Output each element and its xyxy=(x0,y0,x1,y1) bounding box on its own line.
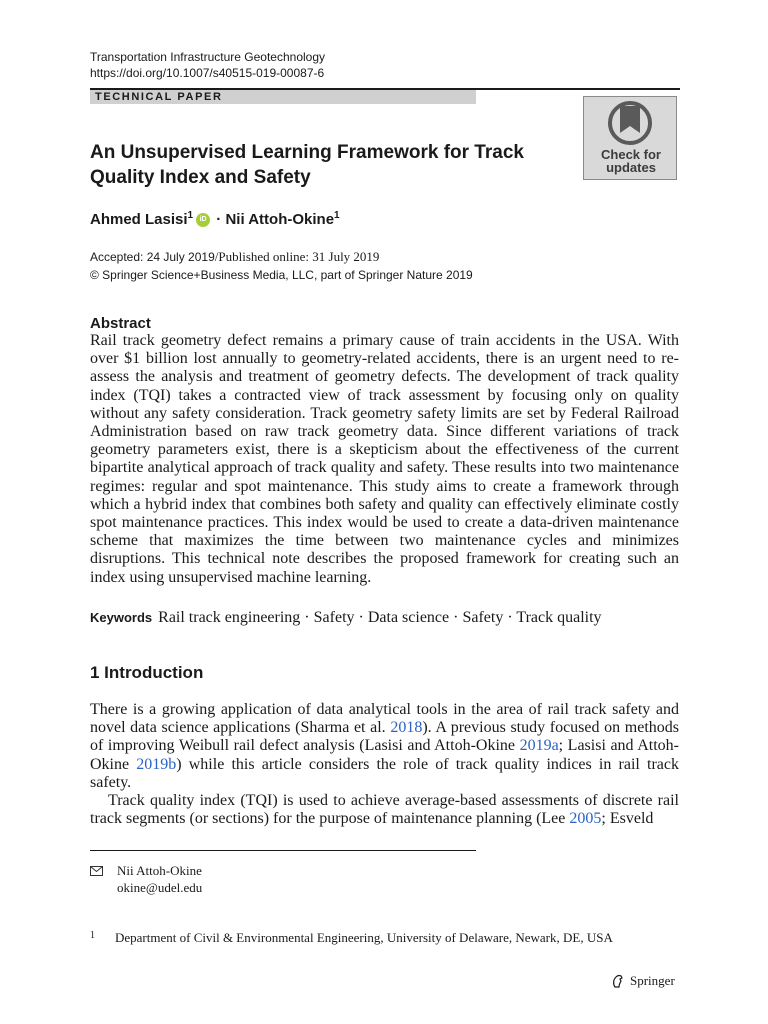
paper-title: An Unsupervised Learning Framework for Track Quality Index and Safety xyxy=(90,142,524,188)
keywords-line xyxy=(90,608,690,628)
journal-name: Transportation Infrastructure Geotechnology xyxy=(90,50,326,64)
paragraph: Track quality index (TQI) is used to achieve average-based assessments of discrete rail track segments (or sections) for the purpose of maintenance planning (Lee 2005; Esveld xyxy=(90,792,679,828)
orcid-icon[interactable]: iD xyxy=(196,213,210,227)
citation-link[interactable]: 2019b xyxy=(136,755,177,773)
author-name: Nii Attoh-Okine xyxy=(225,211,335,228)
citation-link[interactable]: 2005 xyxy=(569,810,602,828)
bookmark-ring-icon xyxy=(606,100,654,146)
accepted-date: Accepted: 24 July 2019 xyxy=(90,250,215,264)
springer-horse-icon xyxy=(610,973,626,989)
article-type-label: TECHNICAL PAPER xyxy=(95,91,223,103)
publication-dates xyxy=(90,250,379,264)
section-heading-introduction: 1 Introduction xyxy=(90,663,204,682)
citation-link[interactable]: 2019a xyxy=(519,737,559,755)
publisher-name: Springer xyxy=(630,973,675,988)
abstract-text: Rail track geometry defect remains a primary cause of train accidents in the USA. With over $1 billion lost annually to geometry-related accidents, there is an urgent need to re-assess the analysis and treatment of geometry defects. The development of track quality index (TQI) takes a contracted view of track assessment by focusing only on quality without any safety consideration. Track geometry safety limits are set by Federal Railroad Administration based on raw track geometry data. Since different variations of track geometry parameters exist, there is a skepticism about the effectiveness of the current bipartite analytical approach of track quality and safety. These results into two maintenance regimes: regular and spot maintenance. This study aims to create a framework through which a hybrid index that combines both safety and quality can effectively eliminate costly spot maintenance practices. This index would be used to create a data-driven maintenance scheme that maximizes the time between two maintenance cycles and minimizes disruptions. This technical note describes the proposed framework for creating such an index using unsupervised machine learning. xyxy=(90,332,679,586)
copyright-line: © Springer Science+Business Media, LLC, part of Springer Nature 2019 xyxy=(90,268,473,282)
affiliation-number: 1 xyxy=(90,930,95,941)
author-list xyxy=(90,210,340,230)
corresponding-author-name: Nii Attoh-Okine xyxy=(117,863,202,878)
author-separator: · xyxy=(216,211,222,228)
doi-link[interactable]: https://doi.org/10.1007/s40515-019-00087-6 xyxy=(90,66,325,80)
affiliation-text: Department of Civil & Environmental Engineering, University of Delaware, Newark, DE, USA xyxy=(115,930,613,945)
corresponding-author-email[interactable]: okine@udel.edu xyxy=(117,880,203,895)
check-for-updates-label: Check for updates xyxy=(601,147,661,175)
published-date: /Published online: 31 July 2019 xyxy=(214,249,380,264)
introduction-text xyxy=(90,701,679,828)
keywords-list: Rail track engineering · Safety · Data science · Safety · Track quality xyxy=(158,609,602,626)
affiliation-marker: 1 xyxy=(334,210,340,221)
abstract-heading: Abstract xyxy=(90,315,151,332)
paragraph: There is a growing application of data analytical tools in the area of rail track safety and novel data science applications (Sharma et al. 2018). A previous study focused on methods of improving Weibull rail defect analysis (Lasisi and Attoh-Okine 2019a; Lasisi and Attoh-Okine 2019b) while this article considers the role of track quality indices in rail track safety. xyxy=(90,701,680,791)
keywords-label: Keywords xyxy=(90,610,153,625)
envelope-icon xyxy=(90,866,103,876)
publisher-logo xyxy=(610,972,675,990)
footnote-rule xyxy=(90,850,476,851)
check-for-updates-badge[interactable] xyxy=(583,96,677,180)
affiliation-marker: 1 xyxy=(187,210,194,221)
citation-link[interactable]: 2018 xyxy=(390,719,423,737)
author-name: Ahmed Lasisi xyxy=(90,211,188,228)
